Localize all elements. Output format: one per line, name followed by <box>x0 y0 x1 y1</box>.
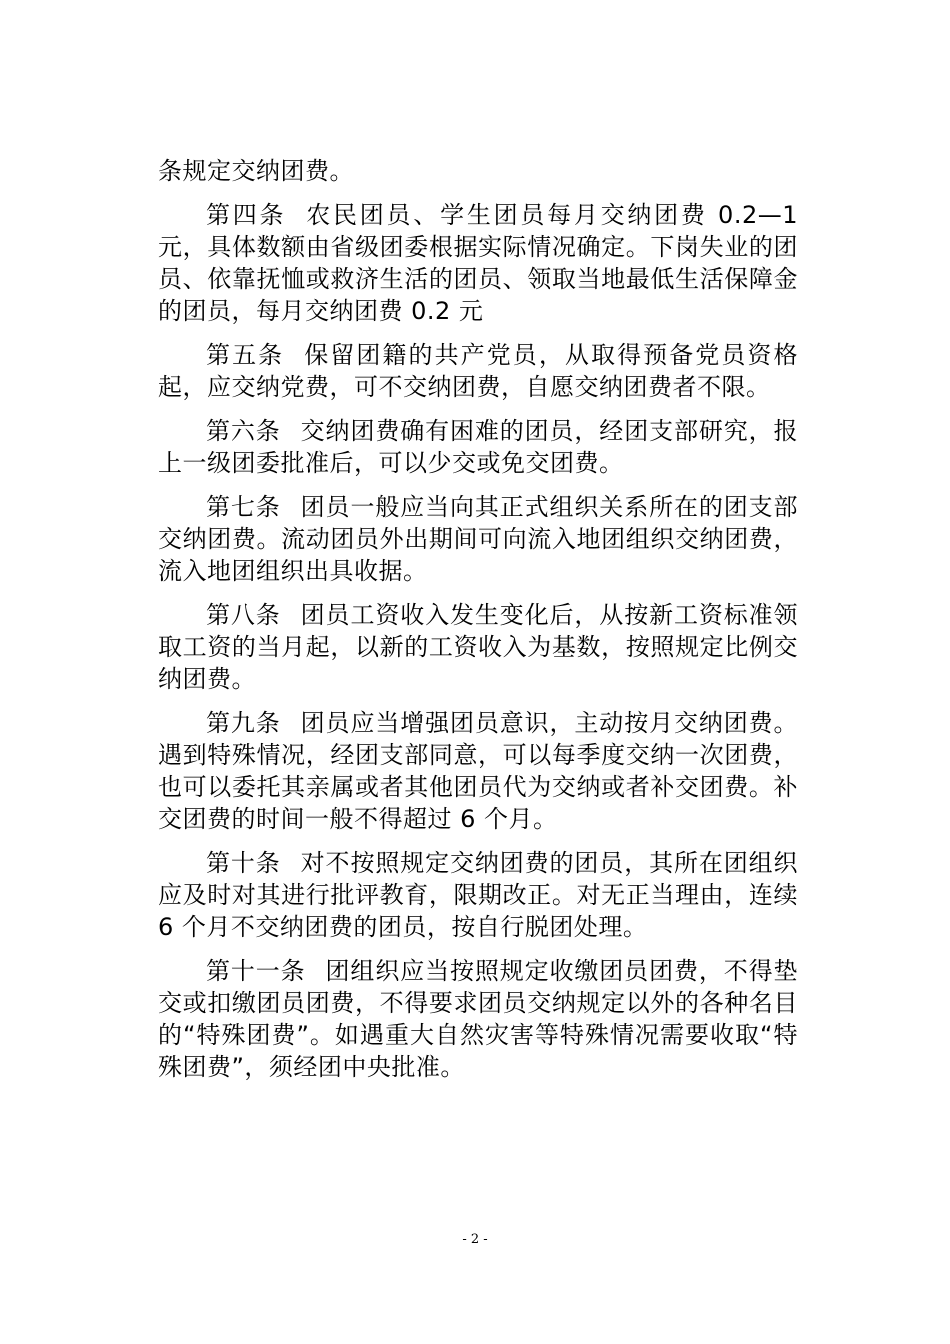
article-11 <box>158 955 798 1083</box>
article-10 <box>158 847 798 943</box>
article-label: 第十一条 <box>206 957 306 985</box>
article-9 <box>158 707 798 835</box>
article-4 <box>158 199 798 327</box>
article-text: 团员一般应当向其正式组织关系所在的团支部交纳团费。流动团员外出期间可向流入地团组织交纳团费，流入地团组织出具收据。 <box>158 493 799 585</box>
continuation-paragraph: 条规定交纳团费。 <box>158 157 354 185</box>
article-label: 第四条 <box>206 201 287 229</box>
article-text: 农民团员、学生团员每月交纳团费 0.2—1 元，具体数额由省级团委根据实际情况确定。下岗失业的团员、依靠抚恤或救济生活的团员、领取当地最低生活保障金的团员，每月交纳团费 0.2 元 <box>158 201 798 325</box>
article-6 <box>158 415 798 479</box>
article-text: 交纳团费确有困难的团员，经团支部研究，报上一级团委批准后，可以少交或免交团费。 <box>158 417 799 477</box>
article-5 <box>158 339 798 403</box>
article-text: 保留团籍的共产党员，从取得预备党员资格起，应交纳党费，可不交纳团费，自愿交纳团费者不限。 <box>158 341 799 401</box>
article-label: 第六条 <box>206 417 281 445</box>
article-label: 第五条 <box>206 341 285 369</box>
page-number: - 2 - <box>462 1232 488 1247</box>
article-label: 第九条 <box>206 709 281 737</box>
article-text: 团组织应当按照规定收缴团员团费，不得垫交或扣缴团员团费，不得要求团员交纳规定以外的各种名目的“特殊团费”。如遇重大自然灾害等特殊情况需要收取“特殊团费”，须经团中央批准。 <box>158 957 798 1081</box>
article-label: 第十条 <box>206 849 281 877</box>
article-8 <box>158 599 798 695</box>
article-text: 团员应当增强团员意识，主动按月交纳团费。遇到特殊情况，经团支部同意，可以每季度交纳一次团费，也可以委托其亲属或者其他团员代为交纳或者补交团费。补交团费的时间一般不得超过 6 个月。 <box>158 709 799 833</box>
document-body <box>158 155 798 1095</box>
article-label: 第八条 <box>206 601 281 629</box>
article-7 <box>158 491 798 587</box>
article-label: 第七条 <box>206 493 281 521</box>
article-text: 团员工资收入发生变化后，从按新工资标准领取工资的当月起，以新的工资收入为基数，按照规定比例交纳团费。 <box>158 601 799 693</box>
article-text: 对不按照规定交纳团费的团员，其所在团组织应及时对其进行批评教育，限期改正。对无正当理由，连续 6 个月不交纳团费的团员，按自行脱团处理。 <box>158 849 799 941</box>
